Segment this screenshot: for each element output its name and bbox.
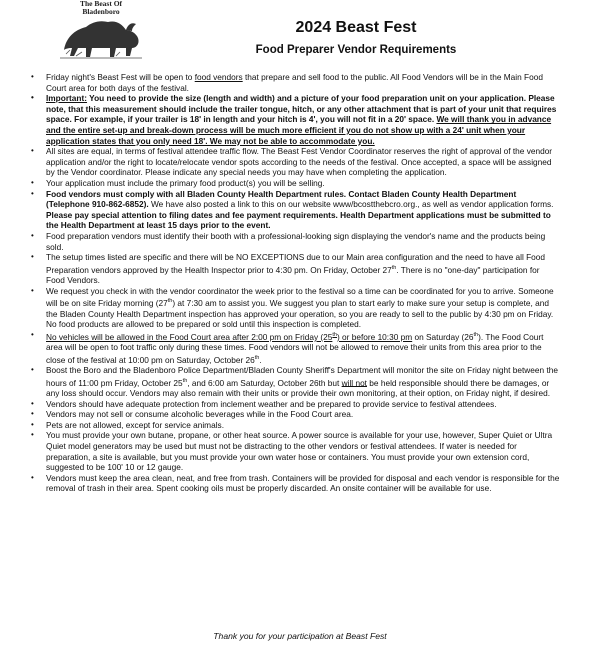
page-title: 2024 Beast Fest <box>295 19 417 36</box>
requirement-item: • Vendors must keep the area clean, neat, and free from trash. Containers will be provided for disposal and each vendor is responsible for the removal of trash in their area. Spent cooking oils must be properly discarded. An onsite container will be available for use. <box>46 473 560 494</box>
requirement-item: • You must provide your own butane, propane, or other heat source. A power source is available for your use, however, Super Quiet or Ultra Quiet model generators may be used but must not be distracting to the other vendors or festival attendees. If water is needed for preparation, a site is available, but you must provide your own water hose or containers. You must provide your own extension cord, suggested to be 100' 10 or 12 gauge. <box>46 430 560 472</box>
important-label: Important: <box>46 93 88 104</box>
requirement-item: • Vendors may not sell or consume alcoholic beverages while in the Food Court area. <box>46 409 560 420</box>
requirement-item: • Boost the Boro and the Bladenboro Police Department/Bladen County Sheriff's Department will monitor the site on Friday night between the hours of 11:00 pm Friday, October 25th, and 6:00 am Saturday, October 26th but will not be held responsible should there be damages, or any loss should occur. Vendors may also remain with their units or provide their own monitoring, at their option, on Friday night, if desired. <box>46 365 560 399</box>
requirement-item: • We request you check in with the vendor coordinator the week prior to the festival so a time can be coordinated for you to arrive. Someone will be on site Friday morning (27th) at 7:30 am to assist you. We suggest you plan to start early to make sure your setup is complete, and the Bladen County Health Department inspection has approved your operation, so you are ready to sell to the public by 4:30 pm on Friday. No food products are allowed to be prepared or sold until this inspection is completed. <box>46 286 560 330</box>
requirement-item: • No vehicles will be allowed in the Food Court area after 2:00 pm on Friday (25th) or before 10:30 pm on Saturday (26th). The Food Court area will be open to foot traffic only during these times. Food vendors will not be allowed to remove their units from this area prior to the close of the festival at 10:00 pm on Saturday, October 26th. <box>46 330 560 365</box>
logo-line-2: Bladenboro <box>82 7 120 16</box>
requirement-item: • Food preparation vendors must identify their booth with a professional-looking sign displaying the vendor's name and the products being sold. <box>46 231 560 252</box>
page-subtitle: Food Preparer Vendor Requirements <box>255 44 457 56</box>
requirement-item: • Your application must include the primary food product(s) you will be selling. <box>46 178 560 189</box>
requirements-list <box>0 72 560 494</box>
requirement-item: • The setup times listed are specific and there will be NO EXCEPTIONS due to our Main area configuration and the need to have all Food Preparation vendors approved by the Health Inspector prior to 4:30 pm. On Friday, October 27th. There is no "one-day" participation for Food Vendors. <box>46 252 560 286</box>
requirement-item: • Friday night's Beast Fest will be open to food vendors that prepare and sell food to the public. All Food Vendors will be in the Main Food Court area for both days of the festival. <box>46 72 560 93</box>
requirement-item: • Pets are not allowed, except for service animals. <box>46 420 560 431</box>
requirement-item: • Vendors should have adequate protection from inclement weather and be prepared to provide service to festival attendees. <box>46 399 560 410</box>
footer-thank-you: Thank you for your participation at Beast Fest <box>213 631 387 641</box>
requirement-item-important: • Important: You need to provide the size (length and width) and a picture of your food preparation unit on your application. Please note, that this measurement should include the trailer tongue, hitch, or any other attachment that is part of your unit that requires space. For example, if your trailer is 18' in length and your hitch is 4', you will not fit in a 20' space. We will thank you in advance and the entire set-up and break-down process will be much more efficient if you do not show up with a 24' unit when your application states that you only need 18'. We may not be able to accommodate you. <box>46 93 560 146</box>
requirement-item: • All sites are equal, in terms of festival attendee traffic flow. The Beast Fest Vendor Coordinator reserves the right of approval of the vendor application and/or the right to locate/relocate vendor spots according to the needs of the festival. Once accepted, a space will be assigned by the Vendor coordinator. Please indicate any special needs you may have when completing the application. <box>46 146 560 178</box>
logo-line-1: The Beast Of <box>79 0 123 8</box>
requirement-item-health: • Food vendors must comply with all Bladen County Health Department rules. Contact Bladen County Health Department (Telephone 910-862-6852). We have also posted a link to this on our website www/bcostthebcro.org., as well as vendor application forms. Please pay special attention to filing dates and fee payment requirements. Health Department applications must be submitted to the Health Department at least 15 days prior to the event. <box>46 189 560 231</box>
